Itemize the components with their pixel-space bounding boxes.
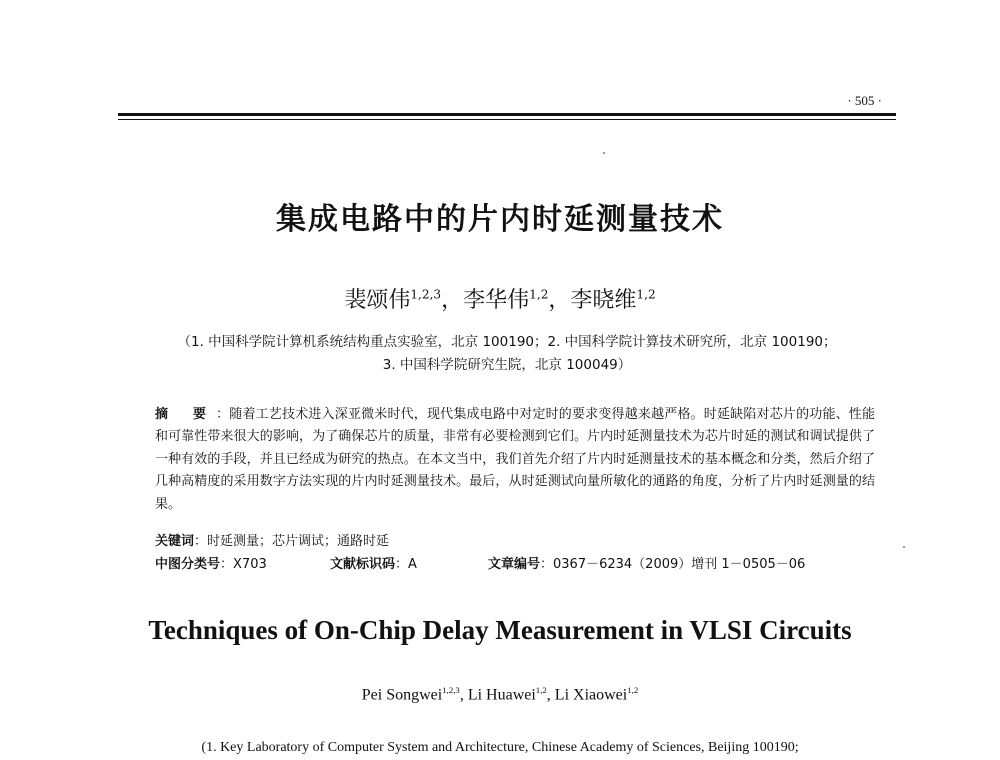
chinese-affiliation-line-1: （1. 中国科学院计算机系统结构重点实验室，北京 100190；2. 中国科学院计算技术研究所，北京 100190； (177, 334, 837, 350)
article-number (488, 553, 805, 572)
chinese-affiliation-line-2: 3. 中国科学院研究生院，北京 100049） (382, 357, 632, 373)
clc-value: ：X703 (220, 557, 267, 572)
scan-speck (903, 546, 905, 548)
english-affiliation: (1. Key Laboratory of Computer System and Architecture, Chinese Academy of Sciences, Beijing 100190; (201, 740, 799, 755)
abstract-label: 摘 要 (155, 407, 217, 422)
author-separator: , (459, 686, 468, 704)
header-rule-thick (118, 113, 896, 116)
chinese-title: 集成电路中的片内时延测量技术 (276, 202, 724, 237)
document-code (330, 553, 417, 572)
author-separator: , (546, 686, 555, 704)
author-en: Li Huawei (467, 686, 536, 704)
document-code-label: 文献标识码 (330, 557, 396, 572)
keywords-text: ：时延测量；芯片调试；通路时延 (194, 534, 390, 549)
author-cn-affil: 1,2 (529, 287, 549, 302)
author-cn-affil: 1,2,3 (410, 287, 442, 302)
chinese-authors (0, 283, 1000, 314)
author-en-affil: 1,2 (627, 685, 639, 695)
clc-label: 中图分类号 (155, 557, 221, 572)
article-number-label: 文章编号 (488, 557, 541, 572)
clc-number (155, 553, 267, 572)
abstract (155, 404, 875, 516)
scan-speck (603, 152, 605, 154)
english-authors (0, 685, 1000, 704)
abstract-text: ：随着工艺技术进入深亚微米时代，现代集成电路中对定时的要求变得越来越严格。时延缺陷对芯片的功能、性能和可靠性带来很大的影响，为了确保芯片的质量，非常有必要检测到它们。片内时延测量技术为芯片时延的测试和调试提供了一种有效的手段，并且已经成为研究的热点。在本文当中，我们首先介绍了片内时延测量技术的基本概念和分类，然后介绍了几种高精度的采用数字方法实现的片内时延测量技术。最后，从时延测试向量所敏化的通路的角度，分析了片内时延测量的结果。 (155, 407, 875, 512)
author-en-affil: 1,2,3 (442, 685, 460, 695)
keywords-label: 关键词 (155, 534, 195, 549)
english-title: Techniques of On-Chip Delay Measurement in VLSI Circuits (148, 615, 852, 645)
header-rule-thin (118, 119, 896, 120)
article-number-value: ：0367－6234（2009）增刊 1－0505－06 (540, 557, 806, 572)
page-number: · 505 · (847, 93, 882, 108)
author-separator: ， (548, 288, 571, 313)
author-en: Li Xiaowei (554, 686, 628, 704)
author-cn: 裴颂伟 (344, 288, 411, 313)
keywords (155, 530, 389, 549)
author-cn-affil: 1,2 (636, 287, 656, 302)
author-cn: 李晓维 (570, 288, 637, 313)
document-code-value: ：A (395, 557, 417, 572)
author-en-affil: 1,2 (535, 685, 547, 695)
author-separator: ， (441, 288, 464, 313)
author-cn: 李华伟 (463, 288, 530, 313)
author-en: Pei Songwei (361, 686, 443, 704)
